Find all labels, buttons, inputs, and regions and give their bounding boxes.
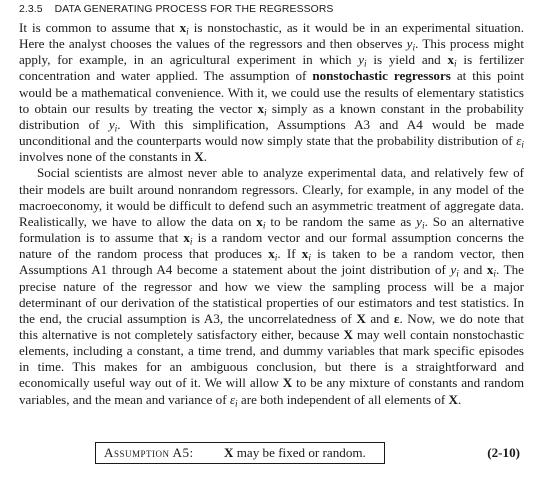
equation-number: (2-10): [487, 445, 520, 460]
math-y: y: [358, 52, 365, 68]
math-bold-X: X: [356, 310, 366, 326]
subscript-i: i: [364, 59, 367, 70]
subscript-i: i: [186, 27, 189, 38]
text-run: . This process might apply, for example, in an agricultural experiment in which: [19, 36, 524, 68]
text-run: . Now, we do note that this alternative is not completely satisfactory either, because: [19, 310, 524, 342]
text-run: .: [458, 391, 462, 407]
math-y: y: [450, 262, 457, 278]
math-bold-x: x: [256, 213, 263, 229]
text-run: . With this simplification, Assumptions A3 and A4 would be made unconditional and the counterparts would now simply state that the probability distribution of: [19, 116, 524, 149]
subscript-i: i: [521, 140, 524, 151]
subscript-i: i: [454, 59, 457, 70]
text-run: is nonstochastic, as it would be in an experimental situation. Here the analyst chooses the values of the regressors and then observes: [19, 20, 524, 52]
text-run: is fertilizer concentration and water applied. The assumption of: [19, 52, 524, 84]
assumption-box: [95, 442, 385, 464]
assumption-label: Assumption A5:: [104, 445, 194, 460]
paragraph-2: [19, 165, 524, 407]
math-bold-x: x: [179, 20, 187, 35]
subscript-i: i: [114, 124, 118, 135]
text-run: . So an alternative formulation is to assume that: [19, 213, 525, 246]
math-bold-x: x: [447, 52, 455, 68]
subscript-i: i: [235, 398, 238, 409]
math-epsilon: ε: [229, 391, 236, 407]
section-number: 2.3.5: [19, 4, 43, 15]
math-bold-X: X: [282, 375, 293, 391]
math-bold-X: X: [343, 326, 353, 342]
paragraph-1: [19, 20, 524, 165]
text-run: are both independent of all elements of: [237, 391, 449, 407]
math-bold-x: x: [268, 246, 275, 262]
text-run: is a random vector and our formal assumption concerns the nature of the random process that produces: [19, 230, 524, 262]
text-run: is taken to be a random vector, then Assumptions A1 through A4 become a statement about the joint distribution of: [19, 246, 525, 278]
math-bold-x: x: [301, 246, 309, 262]
term-nonstochastic-regressors: nonstochastic regressors: [312, 68, 451, 84]
math-bold-X: X: [448, 391, 459, 407]
section-title: DATA GENERATING PROCESS FOR THE REGRESSORS: [54, 4, 334, 15]
subscript-i: i: [189, 237, 193, 248]
text-run: . The precise nature of the regressor and how we view the sampling process will be a major determinant of our derivation of the statistical properties of our estimators and test statistics. In the end, the crucial assumption is A3, the uncorrelatedness of: [19, 262, 524, 326]
text-run: is yield and: [366, 52, 448, 68]
subscript-i: i: [274, 253, 278, 264]
subscript-i: i: [421, 221, 425, 232]
text-run: It is common to assume that: [19, 20, 180, 35]
math-y: y: [416, 213, 422, 229]
text-run: . If: [277, 246, 302, 262]
subscript-i: i: [263, 108, 267, 119]
subscript-i: i: [456, 269, 459, 280]
assumption-row: [19, 442, 524, 468]
text-run: .: [203, 149, 208, 165]
math-bold-x: x: [257, 100, 264, 116]
text-run: to be random the same as: [265, 213, 417, 229]
math-y: y: [406, 36, 413, 52]
math-y: y: [108, 116, 115, 132]
text-run: may well contain nonstochastic elements, including a constant, a time trend, and dummy variables that mark specific episodes in time. This makes for an ambiguous conclusion, but there is a straightforward and economically useful way out of it. We will allow: [19, 326, 524, 391]
text-run: Social scientists are almost never able to analyze experimental data, and relatively few of their models are built around nonrandom regressors. Clearly, for example, in any model of the macroeconomy, it would be difficult to defend such an asymmetric treatment of aggregate data. Realistically, we have to allow the data on: [19, 165, 524, 229]
text-run: involves none of the constants in: [19, 149, 195, 165]
section-heading: [19, 4, 524, 15]
math-bold-epsilon: ε: [393, 310, 400, 326]
math-epsilon: ε: [516, 133, 522, 149]
text-run: at this point would be a mathematical convenience. With it, we could use the results of elementary statistics to obtain our results by treating the vector: [19, 68, 524, 116]
assumption-statement: [224, 443, 366, 463]
text-run: and: [365, 310, 394, 326]
subscript-i: i: [262, 221, 266, 232]
subscript-i: i: [412, 43, 416, 54]
text-run: simply as a known constant in the probability distribution of: [19, 100, 524, 132]
subscript-i: i: [493, 269, 497, 280]
math-bold-X: X: [194, 149, 204, 165]
math-bold-X: X: [224, 445, 234, 460]
text-run: to be any mixture of constants and random variables, and the mean and variance of: [19, 375, 525, 407]
assumption-text: may be fixed or random.: [233, 445, 366, 460]
math-bold-x: x: [183, 230, 190, 246]
math-bold-x: x: [486, 262, 494, 278]
subscript-i: i: [308, 253, 311, 264]
text-run: and: [458, 262, 487, 278]
